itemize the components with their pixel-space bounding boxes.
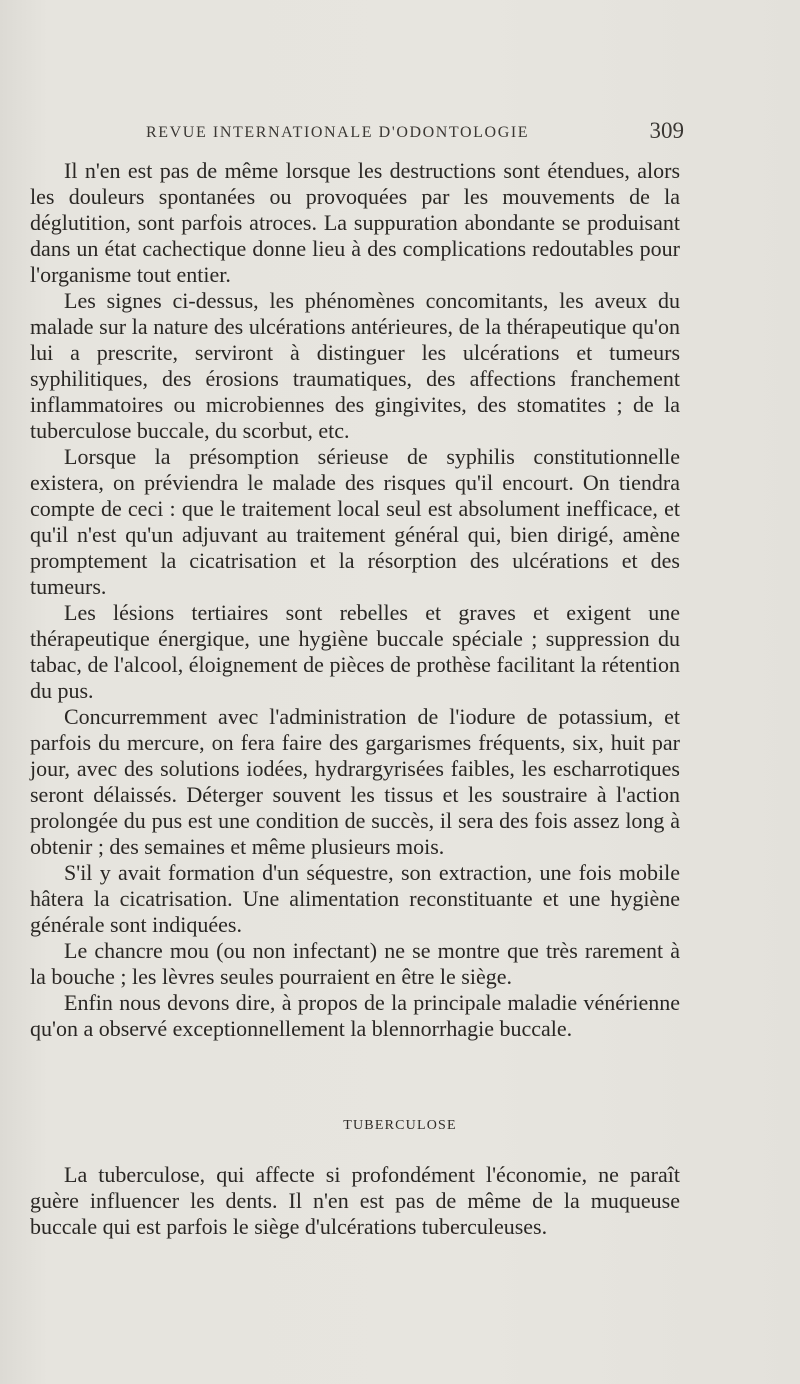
paragraph: Les lésions tertiaires sont rebelles et graves et exigent une thérapeutique énergique, une hygiène buccale spéciale ; suppression du tabac, de l'alcool, éloignement de pièces de prothèse facilitant la rétention du pus. <box>30 600 680 703</box>
paragraph: Les signes ci-dessus, les phénomènes concomitants, les aveux du malade sur la nature des ulcérations antérieures, de la thérapeutique qu'on lui a prescrite, serviront à distinguer les ulcérations et tumeurs syphilitiques, des érosions traumatiques, des affections franchement inflammatoires ou microbiennes des gingivites, des stomatites ; de la tuberculose buccale, du scorbut, etc. <box>30 288 680 443</box>
main-text <box>30 158 680 1042</box>
running-title: REVUE INTERNATIONALE D'ODONTOLOGIE <box>146 124 530 141</box>
paragraph: Le chancre mou (ou non infectant) ne se montre que très rarement à la bouche ; les lèvres seules pourraient en être le siège. <box>30 938 680 989</box>
section-heading: TUBERCULOSE <box>343 1118 457 1133</box>
paragraph: Enfin nous devons dire, à propos de la principale maladie vénérienne qu'on a observé exceptionnellement la blennorrhagie buccale. <box>30 990 680 1041</box>
section-text <box>30 1162 680 1240</box>
paragraph: S'il y avait formation d'un séquestre, son extraction, une fois mobile hâtera la cicatrisation. Une alimentation reconstituante et une hygiène générale sont indiquées. <box>30 860 680 937</box>
paragraph: La tuberculose, qui affecte si profondément l'économie, ne paraît guère influencer les dents. Il n'en est pas de même de la muqueuse buccale qui est parfois le siège d'ulcérations tuberculeuses. <box>30 1162 680 1239</box>
paragraph: Il n'en est pas de même lorsque les destructions sont étendues, alors les douleurs spontanées ou provoquées par les mouvements de la déglutition, sont parfois atroces. La suppuration abondante se produisant dans un état cachectique donne lieu à des complications redoutables pour l'organisme tout entier. <box>30 158 680 287</box>
paragraph: Concurremment avec l'administration de l'iodure de potassium, et parfois du mercure, on fera faire des gargarismes fréquents, six, huit par jour, avec des solutions iodées, hydrargyrisées faibles, les escharrotiques seront délaissés. Déterger souvent les tissus et les soustraire à l'action prolongée du pus est une condition de succès, il sera des fois assez long à obtenir ; des semaines et même plusieurs mois. <box>30 704 680 859</box>
page-number: 309 <box>649 118 684 143</box>
paragraph: Lorsque la présomption sérieuse de syphilis constitutionnelle existera, on préviendra le malade des risques qu'il encourt. On tiendra compte de ceci : que le traitement local seul est absolument inefficace, et qu'il n'est qu'un adjuvant au traitement général qui, bien dirigé, amène promptement la cicatrisation et la résorption des ulcérations et des tumeurs. <box>30 444 680 599</box>
